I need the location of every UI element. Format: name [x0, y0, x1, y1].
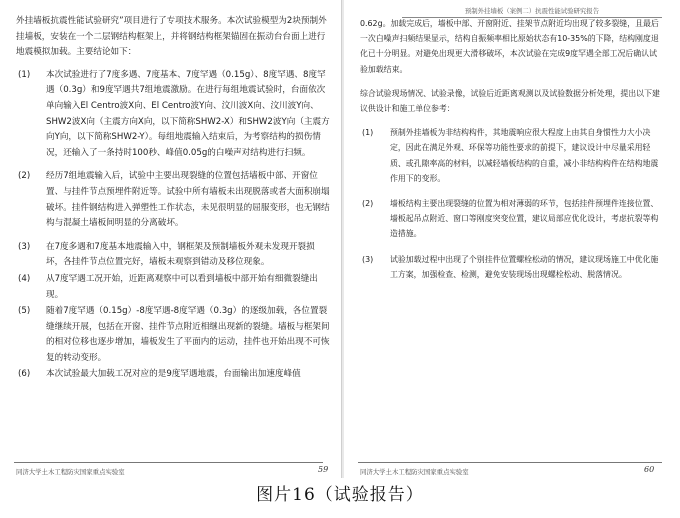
conclusion-item-5 — [16, 304, 331, 366]
continuation-paragraph: 0.62g。加载完成后，墙板中部、开窗附近、挂架节点附近均出现了较多裂缝，且最后一次白噪声扫频结果显示，结构自振频率相比原始状态有10-35%的下降，结构刚度退化已十分明显。对避免出现更大滑移破坏，本次试验在完成9度罕遇全部工况后确认试验加载结束。 — [360, 19, 659, 74]
report-page-right — [344, 0, 680, 478]
page-number: 59 — [318, 465, 329, 474]
item-text: 本次试验进行了7度多遇、7度基本、7度罕遇（0.15g）、8度罕遇、8度罕遇（0.3g）和9度罕遇共7组地震激励。在进行每组地震试验时，台面依次单向输入El Centro波X向、El Centro波Y向、汶川波X向、汶川波Y向、SHW2波X向（主震方向X向，以下简称SHW2-X）和SHW2波Y向（主震方向Y向，以下简称SHW2-Y）。每组地震输入结束后，为考察结构的损伤情况，还输入了一条持时100秒、峰值0.05g的白噪声对结构进行扫频。 — [46, 69, 330, 158]
item-number: (5) — [18, 306, 31, 317]
suggestion-item-3 — [360, 252, 662, 282]
footer-organization: 同济大学土木工程防灾国家重点实验室 — [360, 468, 469, 476]
footer-divider — [14, 462, 323, 463]
conclusion-item-4 — [16, 272, 331, 303]
item-number: (3) — [362, 254, 374, 264]
conclusion-item-6 — [16, 367, 331, 383]
left-page-body — [16, 14, 331, 384]
item-text: 本次试验最大加载工况对应的是9度罕遇地震，台面输出加速度峰值 — [46, 369, 301, 380]
item-number: (1) — [18, 69, 31, 80]
item-text: 随着7度罕遇（0.15g）-8度罕遇-8度罕遇（0.3g）的逐级加载，各位置裂缝继续开展，包括在开窗、挂件节点附近相继出现新的裂缝。墙板与框架间的相对位移也逐步增加，墙板发生了平面内的运动，挂件也开始出现不可恢复的转动变形。 — [46, 306, 330, 363]
right-page-body — [360, 16, 662, 283]
conclusion-item-1 — [16, 68, 331, 162]
running-header: 预制外挂墙板（案例二）抗震性能试验研究报告 — [402, 6, 662, 18]
item-text: 预制外挂墙板为非结构构件，其地震响应很大程度上由其自身惯性力大小决定，因此在满足外观、环保等功能性要求的前提下，建议设计中尽量采用轻质、或孔隙率高的材料，以减轻墙板结构的自重，减小非结构构件在结构地震作用下的变形。 — [390, 128, 659, 183]
footer-organization: 同济大学土木工程防灾国家重点实验室 — [16, 468, 125, 476]
suggestion-item-2 — [360, 196, 662, 242]
intro-paragraph: 外挂墙板抗震性能试验研究”项目进行了专项技术服务。本次试验模型为2块预制外挂墙板，安装在一个二层钢结构框架上，并将钢结构框架锚固在振动台台面上进行地震模拟加载。主要结论如下： — [16, 16, 327, 58]
footer-divider — [358, 462, 662, 463]
item-text: 在7度多遇和7度基本地震输入中，钢框架及预制墙板外观未发现开裂损坏，各挂件节点位置完好，墙板未观察到错动及移位现象。 — [46, 241, 315, 268]
conclusion-item-2 — [16, 169, 331, 231]
conclusion-item-3 — [16, 240, 331, 271]
image-caption: 图片16（试验报告） — [256, 485, 424, 505]
item-number: (2) — [18, 171, 31, 182]
item-text: 经历7组地震输入后，试验中主要出现裂缝的位置包括墙板中部、开窗位置、与挂件节点预埋件附近等。试验中所有墙板未出现脱落或者大面积崩塌破坏。挂件钢结构进入弹塑性工作状态，未见很明显的屈服变形，也无钢结构与混凝土墙板间明显的分离破坏。 — [46, 171, 330, 229]
report-page-left — [0, 0, 341, 478]
page-number: 60 — [644, 465, 655, 474]
summary-paragraph: 综合试验现场情况、试验录像，试验后近距离观测以及试验数据分析处理，提出以下建议供设计和施工单位参考： — [360, 88, 660, 114]
item-number: (4) — [18, 273, 31, 284]
item-text: 墙板结构主要出现裂缝的位置为相对薄弱的环节，包括挂件预埋件连接位置、墙板起吊点附近、窗口等刚度突变位置，建议局部应优化设计，考虑抗裂等构造措施。 — [390, 199, 659, 239]
item-number: (3) — [18, 241, 31, 252]
suggestion-item-1 — [360, 125, 662, 186]
item-number: (2) — [362, 199, 374, 209]
item-text: 从7度罕遇工况开始，近距离观察中可以看到墙板中部开始有细微裂缝出现。 — [46, 273, 318, 300]
item-text: 试验加载过程中出现了个别挂件位置螺栓松动的情况，建议现场施工中优化施工方案，加强检查、检测，避免安装现场出现螺栓松动、脱落情况。 — [390, 254, 659, 279]
item-number: (1) — [362, 128, 374, 138]
item-number: (6) — [18, 369, 31, 380]
